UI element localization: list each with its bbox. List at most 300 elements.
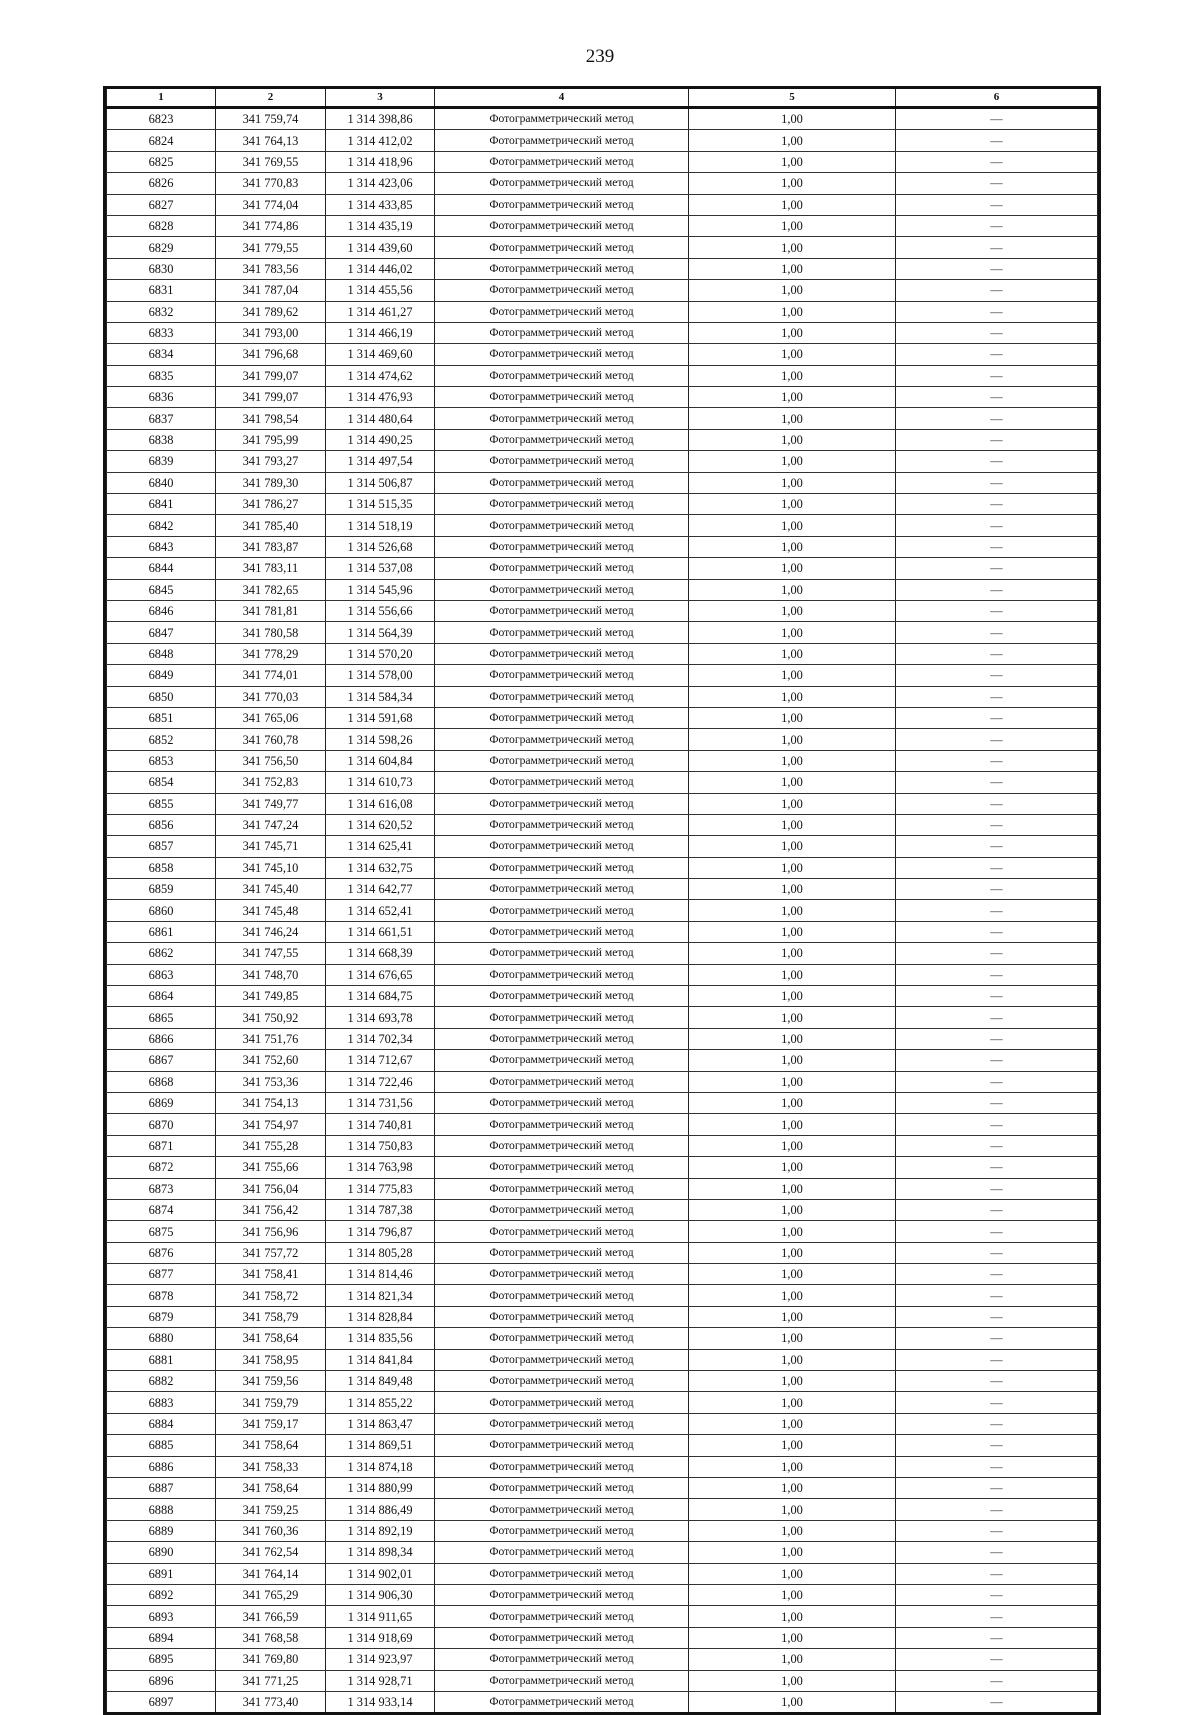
method-cell: Фотограмметрический метод [435,215,689,236]
x-coordinate-cell: 341 771,25 [216,1670,326,1691]
description-cell: — [896,1542,1098,1563]
table-row [107,1071,1098,1092]
method-cell: Фотограмметрический метод [435,1456,689,1477]
point-number-cell: 6895 [107,1649,216,1670]
description-cell: — [896,1478,1098,1499]
table-row [107,515,1098,536]
description-cell: — [896,729,1098,750]
x-coordinate-cell: 341 782,65 [216,579,326,600]
point-number-cell: 6840 [107,472,216,493]
precision-cell: 1,00 [689,387,896,408]
precision-cell: 1,00 [689,108,896,130]
x-coordinate-cell: 341 770,83 [216,173,326,194]
x-coordinate-cell: 341 764,14 [216,1563,326,1584]
point-number-cell: 6852 [107,729,216,750]
precision-cell: 1,00 [689,1306,896,1327]
table-row [107,151,1098,172]
point-number-cell: 6891 [107,1563,216,1584]
description-cell: — [896,772,1098,793]
point-number-cell: 6836 [107,387,216,408]
table-header-row [107,89,1098,108]
x-coordinate-cell: 341 745,71 [216,836,326,857]
description-cell: — [896,1028,1098,1049]
method-cell: Фотограмметрический метод [435,387,689,408]
y-coordinate-cell: 1 314 763,98 [326,1157,435,1178]
description-cell: — [896,280,1098,301]
table-row [107,451,1098,472]
precision-cell: 1,00 [689,1563,896,1584]
precision-cell: 1,00 [689,772,896,793]
precision-cell: 1,00 [689,686,896,707]
precision-cell: 1,00 [689,1584,896,1605]
y-coordinate-cell: 1 314 869,51 [326,1435,435,1456]
description-cell: — [896,1499,1098,1520]
x-coordinate-cell: 341 745,40 [216,879,326,900]
table-row [107,558,1098,579]
point-number-cell: 6855 [107,793,216,814]
description-cell: — [896,108,1098,130]
table-row [107,301,1098,322]
method-cell: Фотограмметрический метод [435,1071,689,1092]
method-cell: Фотограмметрический метод [435,1563,689,1584]
description-cell: — [896,1392,1098,1413]
y-coordinate-cell: 1 314 610,73 [326,772,435,793]
method-cell: Фотограмметрический метод [435,729,689,750]
table-row [107,707,1098,728]
y-coordinate-cell: 1 314 418,96 [326,151,435,172]
precision-cell: 1,00 [689,1050,896,1071]
x-coordinate-cell: 341 757,72 [216,1242,326,1263]
precision-cell: 1,00 [689,665,896,686]
description-cell: — [896,365,1098,386]
precision-cell: 1,00 [689,1178,896,1199]
description-cell: — [896,451,1098,472]
method-cell: Фотограмметрический метод [435,344,689,365]
table-row [107,1328,1098,1349]
precision-cell: 1,00 [689,793,896,814]
y-coordinate-cell: 1 314 604,84 [326,750,435,771]
y-coordinate-cell: 1 314 787,38 [326,1199,435,1220]
description-cell: — [896,258,1098,279]
precision-cell: 1,00 [689,1028,896,1049]
y-coordinate-cell: 1 314 466,19 [326,322,435,343]
y-coordinate-cell: 1 314 480,64 [326,408,435,429]
table-row [107,130,1098,151]
x-coordinate-cell: 341 756,42 [216,1199,326,1220]
table-row [107,1285,1098,1306]
y-coordinate-cell: 1 314 545,96 [326,579,435,600]
point-number-cell: 6874 [107,1199,216,1220]
y-coordinate-cell: 1 314 923,97 [326,1649,435,1670]
column-header-6: 6 [896,89,1098,108]
y-coordinate-cell: 1 314 828,84 [326,1306,435,1327]
table-row [107,1499,1098,1520]
precision-cell: 1,00 [689,1456,896,1477]
x-coordinate-cell: 341 780,58 [216,622,326,643]
x-coordinate-cell: 341 759,17 [216,1413,326,1434]
description-cell: — [896,1285,1098,1306]
table-row [107,1349,1098,1370]
description-cell: — [896,1520,1098,1541]
description-cell: — [896,1691,1098,1712]
table-row [107,536,1098,557]
description-cell: — [896,344,1098,365]
method-cell: Фотограмметрический метод [435,558,689,579]
y-coordinate-cell: 1 314 841,84 [326,1349,435,1370]
method-cell: Фотограмметрический метод [435,108,689,130]
description-cell: — [896,643,1098,664]
point-number-cell: 6868 [107,1071,216,1092]
x-coordinate-cell: 341 793,00 [216,322,326,343]
point-number-cell: 6823 [107,108,216,130]
method-cell: Фотограмметрический метод [435,1007,689,1028]
x-coordinate-cell: 341 758,79 [216,1306,326,1327]
y-coordinate-cell: 1 314 693,78 [326,1007,435,1028]
x-coordinate-cell: 341 799,07 [216,387,326,408]
precision-cell: 1,00 [689,515,896,536]
x-coordinate-cell: 341 759,56 [216,1371,326,1392]
x-coordinate-cell: 341 750,92 [216,1007,326,1028]
point-number-cell: 6876 [107,1242,216,1263]
point-number-cell: 6863 [107,964,216,985]
method-cell: Фотограмметрический метод [435,1371,689,1392]
precision-cell: 1,00 [689,1157,896,1178]
point-number-cell: 6886 [107,1456,216,1477]
table-row [107,472,1098,493]
precision-cell: 1,00 [689,1135,896,1156]
table-row [107,986,1098,1007]
y-coordinate-cell: 1 314 911,65 [326,1606,435,1627]
method-cell: Фотограмметрический метод [435,1520,689,1541]
description-cell: — [896,1071,1098,1092]
coordinates-table [103,86,1101,1715]
point-number-cell: 6865 [107,1007,216,1028]
x-coordinate-cell: 341 783,56 [216,258,326,279]
description-cell: — [896,173,1098,194]
x-coordinate-cell: 341 779,55 [216,237,326,258]
y-coordinate-cell: 1 314 632,75 [326,857,435,878]
y-coordinate-cell: 1 314 676,65 [326,964,435,985]
description-cell: — [896,1264,1098,1285]
x-coordinate-cell: 341 769,55 [216,151,326,172]
description-cell: — [896,1178,1098,1199]
table-row [107,173,1098,194]
method-cell: Фотограмметрический метод [435,986,689,1007]
y-coordinate-cell: 1 314 412,02 [326,130,435,151]
description-cell: — [896,301,1098,322]
precision-cell: 1,00 [689,1242,896,1263]
y-coordinate-cell: 1 314 933,14 [326,1691,435,1712]
x-coordinate-cell: 341 758,41 [216,1264,326,1285]
table-row [107,836,1098,857]
x-coordinate-cell: 341 769,80 [216,1649,326,1670]
description-cell: — [896,1092,1098,1113]
table-row [107,857,1098,878]
method-cell: Фотограмметрический метод [435,1242,689,1263]
point-number-cell: 6848 [107,643,216,664]
method-cell: Фотограмметрический метод [435,1028,689,1049]
x-coordinate-cell: 341 798,54 [216,408,326,429]
precision-cell: 1,00 [689,1413,896,1434]
y-coordinate-cell: 1 314 796,87 [326,1221,435,1242]
method-cell: Фотограмметрический метод [435,1542,689,1563]
y-coordinate-cell: 1 314 918,69 [326,1627,435,1648]
precision-cell: 1,00 [689,1627,896,1648]
description-cell: — [896,1050,1098,1071]
precision-cell: 1,00 [689,729,896,750]
description-cell: — [896,600,1098,621]
point-number-cell: 6853 [107,750,216,771]
y-coordinate-cell: 1 314 874,18 [326,1456,435,1477]
method-cell: Фотограмметрический метод [435,151,689,172]
precision-cell: 1,00 [689,1071,896,1092]
point-number-cell: 6869 [107,1092,216,1113]
y-coordinate-cell: 1 314 515,35 [326,494,435,515]
table-row [107,1199,1098,1220]
x-coordinate-cell: 341 787,04 [216,280,326,301]
y-coordinate-cell: 1 314 584,34 [326,686,435,707]
precision-cell: 1,00 [689,900,896,921]
point-number-cell: 6887 [107,1478,216,1499]
column-header-5: 5 [689,89,896,108]
y-coordinate-cell: 1 314 775,83 [326,1178,435,1199]
point-number-cell: 6890 [107,1542,216,1563]
y-coordinate-cell: 1 314 556,66 [326,600,435,621]
table-row [107,1435,1098,1456]
method-cell: Фотограмметрический метод [435,900,689,921]
x-coordinate-cell: 341 746,24 [216,921,326,942]
precision-cell: 1,00 [689,451,896,472]
table-row [107,1563,1098,1584]
y-coordinate-cell: 1 314 805,28 [326,1242,435,1263]
method-cell: Фотограмметрический метод [435,750,689,771]
y-coordinate-cell: 1 314 537,08 [326,558,435,579]
precision-cell: 1,00 [689,1349,896,1370]
x-coordinate-cell: 341 789,30 [216,472,326,493]
description-cell: — [896,1242,1098,1263]
point-number-cell: 6894 [107,1627,216,1648]
y-coordinate-cell: 1 314 439,60 [326,237,435,258]
y-coordinate-cell: 1 314 497,54 [326,451,435,472]
x-coordinate-cell: 341 766,59 [216,1606,326,1627]
x-coordinate-cell: 341 770,03 [216,686,326,707]
y-coordinate-cell: 1 314 750,83 [326,1135,435,1156]
precision-cell: 1,00 [689,836,896,857]
method-cell: Фотограмметрический метод [435,536,689,557]
x-coordinate-cell: 341 774,01 [216,665,326,686]
y-coordinate-cell: 1 314 518,19 [326,515,435,536]
table-row [107,1649,1098,1670]
point-number-cell: 6832 [107,301,216,322]
x-coordinate-cell: 341 760,36 [216,1520,326,1541]
description-cell: — [896,536,1098,557]
precision-cell: 1,00 [689,986,896,1007]
point-number-cell: 6844 [107,558,216,579]
x-coordinate-cell: 341 755,28 [216,1135,326,1156]
method-cell: Фотограмметрический метод [435,814,689,835]
point-number-cell: 6883 [107,1392,216,1413]
description-cell: — [896,515,1098,536]
point-number-cell: 6842 [107,515,216,536]
method-cell: Фотограмметрический метод [435,258,689,279]
point-number-cell: 6878 [107,1285,216,1306]
table-body [107,108,1098,1713]
description-cell: — [896,1306,1098,1327]
point-number-cell: 6831 [107,280,216,301]
table-row [107,1157,1098,1178]
description-cell: — [896,1456,1098,1477]
point-number-cell: 6871 [107,1135,216,1156]
point-number-cell: 6862 [107,943,216,964]
method-cell: Фотограмметрический метод [435,707,689,728]
method-cell: Фотограмметрический метод [435,1264,689,1285]
table-row [107,1028,1098,1049]
y-coordinate-cell: 1 314 591,68 [326,707,435,728]
y-coordinate-cell: 1 314 476,93 [326,387,435,408]
precision-cell: 1,00 [689,1435,896,1456]
table-row [107,943,1098,964]
y-coordinate-cell: 1 314 880,99 [326,1478,435,1499]
x-coordinate-cell: 341 754,97 [216,1114,326,1135]
point-number-cell: 6843 [107,536,216,557]
description-cell: — [896,1584,1098,1605]
y-coordinate-cell: 1 314 740,81 [326,1114,435,1135]
description-cell: — [896,857,1098,878]
y-coordinate-cell: 1 314 902,01 [326,1563,435,1584]
point-number-cell: 6870 [107,1114,216,1135]
x-coordinate-cell: 341 751,76 [216,1028,326,1049]
x-coordinate-cell: 341 755,66 [216,1157,326,1178]
method-cell: Фотограмметрический метод [435,1435,689,1456]
method-cell: Фотограмметрический метод [435,408,689,429]
table-row [107,1542,1098,1563]
table-row [107,322,1098,343]
method-cell: Фотограмметрический метод [435,1499,689,1520]
point-number-cell: 6896 [107,1670,216,1691]
point-number-cell: 6892 [107,1584,216,1605]
x-coordinate-cell: 341 747,55 [216,943,326,964]
y-coordinate-cell: 1 314 731,56 [326,1092,435,1113]
description-cell: — [896,472,1098,493]
description-cell: — [896,429,1098,450]
table-row [107,1007,1098,1028]
point-number-cell: 6880 [107,1328,216,1349]
method-cell: Фотограмметрический метод [435,1691,689,1712]
x-coordinate-cell: 341 747,24 [216,814,326,835]
x-coordinate-cell: 341 783,11 [216,558,326,579]
method-cell: Фотограмметрический метод [435,1670,689,1691]
point-number-cell: 6857 [107,836,216,857]
y-coordinate-cell: 1 314 849,48 [326,1371,435,1392]
method-cell: Фотограмметрический метод [435,622,689,643]
description-cell: — [896,622,1098,643]
y-coordinate-cell: 1 314 712,67 [326,1050,435,1071]
precision-cell: 1,00 [689,1092,896,1113]
method-cell: Фотограмметрический метод [435,429,689,450]
x-coordinate-cell: 341 762,54 [216,1542,326,1563]
table-row [107,1691,1098,1712]
point-number-cell: 6826 [107,173,216,194]
description-cell: — [896,1328,1098,1349]
table-row [107,258,1098,279]
point-number-cell: 6897 [107,1691,216,1712]
description-cell: — [896,750,1098,771]
x-coordinate-cell: 341 758,64 [216,1328,326,1349]
precision-cell: 1,00 [689,707,896,728]
precision-cell: 1,00 [689,130,896,151]
x-coordinate-cell: 341 758,33 [216,1456,326,1477]
point-number-cell: 6839 [107,451,216,472]
precision-cell: 1,00 [689,1478,896,1499]
y-coordinate-cell: 1 314 661,51 [326,921,435,942]
description-cell: — [896,494,1098,515]
description-cell: — [896,1349,1098,1370]
precision-cell: 1,00 [689,408,896,429]
description-cell: — [896,237,1098,258]
table-row [107,365,1098,386]
description-cell: — [896,322,1098,343]
description-cell: — [896,900,1098,921]
precision-cell: 1,00 [689,1606,896,1627]
x-coordinate-cell: 341 745,10 [216,857,326,878]
point-number-cell: 6882 [107,1371,216,1392]
method-cell: Фотограмметрический метод [435,494,689,515]
y-coordinate-cell: 1 314 461,27 [326,301,435,322]
table-row [107,237,1098,258]
precision-cell: 1,00 [689,215,896,236]
x-coordinate-cell: 341 748,70 [216,964,326,985]
method-cell: Фотограмметрический метод [435,1178,689,1199]
table-row [107,622,1098,643]
x-coordinate-cell: 341 758,72 [216,1285,326,1306]
precision-cell: 1,00 [689,1199,896,1220]
x-coordinate-cell: 341 745,48 [216,900,326,921]
method-cell: Фотограмметрический метод [435,857,689,878]
table-row [107,1242,1098,1263]
y-coordinate-cell: 1 314 821,34 [326,1285,435,1306]
method-cell: Фотограмметрический метод [435,879,689,900]
table-row [107,1456,1098,1477]
x-coordinate-cell: 341 781,81 [216,600,326,621]
table-row [107,344,1098,365]
method-cell: Фотограмметрический метод [435,322,689,343]
description-cell: — [896,151,1098,172]
description-cell: — [896,1135,1098,1156]
point-number-cell: 6830 [107,258,216,279]
column-header-2: 2 [216,89,326,108]
description-cell: — [896,943,1098,964]
description-cell: — [896,1563,1098,1584]
table-row [107,1264,1098,1285]
precision-cell: 1,00 [689,1114,896,1135]
table-row [107,1371,1098,1392]
table-row [107,108,1098,130]
precision-cell: 1,00 [689,258,896,279]
method-cell: Фотограмметрический метод [435,472,689,493]
x-coordinate-cell: 341 799,07 [216,365,326,386]
x-coordinate-cell: 341 796,68 [216,344,326,365]
method-cell: Фотограмметрический метод [435,1328,689,1349]
x-coordinate-cell: 341 764,13 [216,130,326,151]
description-cell: — [896,793,1098,814]
method-cell: Фотограмметрический метод [435,643,689,664]
method-cell: Фотограмметрический метод [435,1285,689,1306]
point-number-cell: 6872 [107,1157,216,1178]
y-coordinate-cell: 1 314 506,87 [326,472,435,493]
column-header-1: 1 [107,89,216,108]
method-cell: Фотограмметрический метод [435,1157,689,1178]
precision-cell: 1,00 [689,365,896,386]
